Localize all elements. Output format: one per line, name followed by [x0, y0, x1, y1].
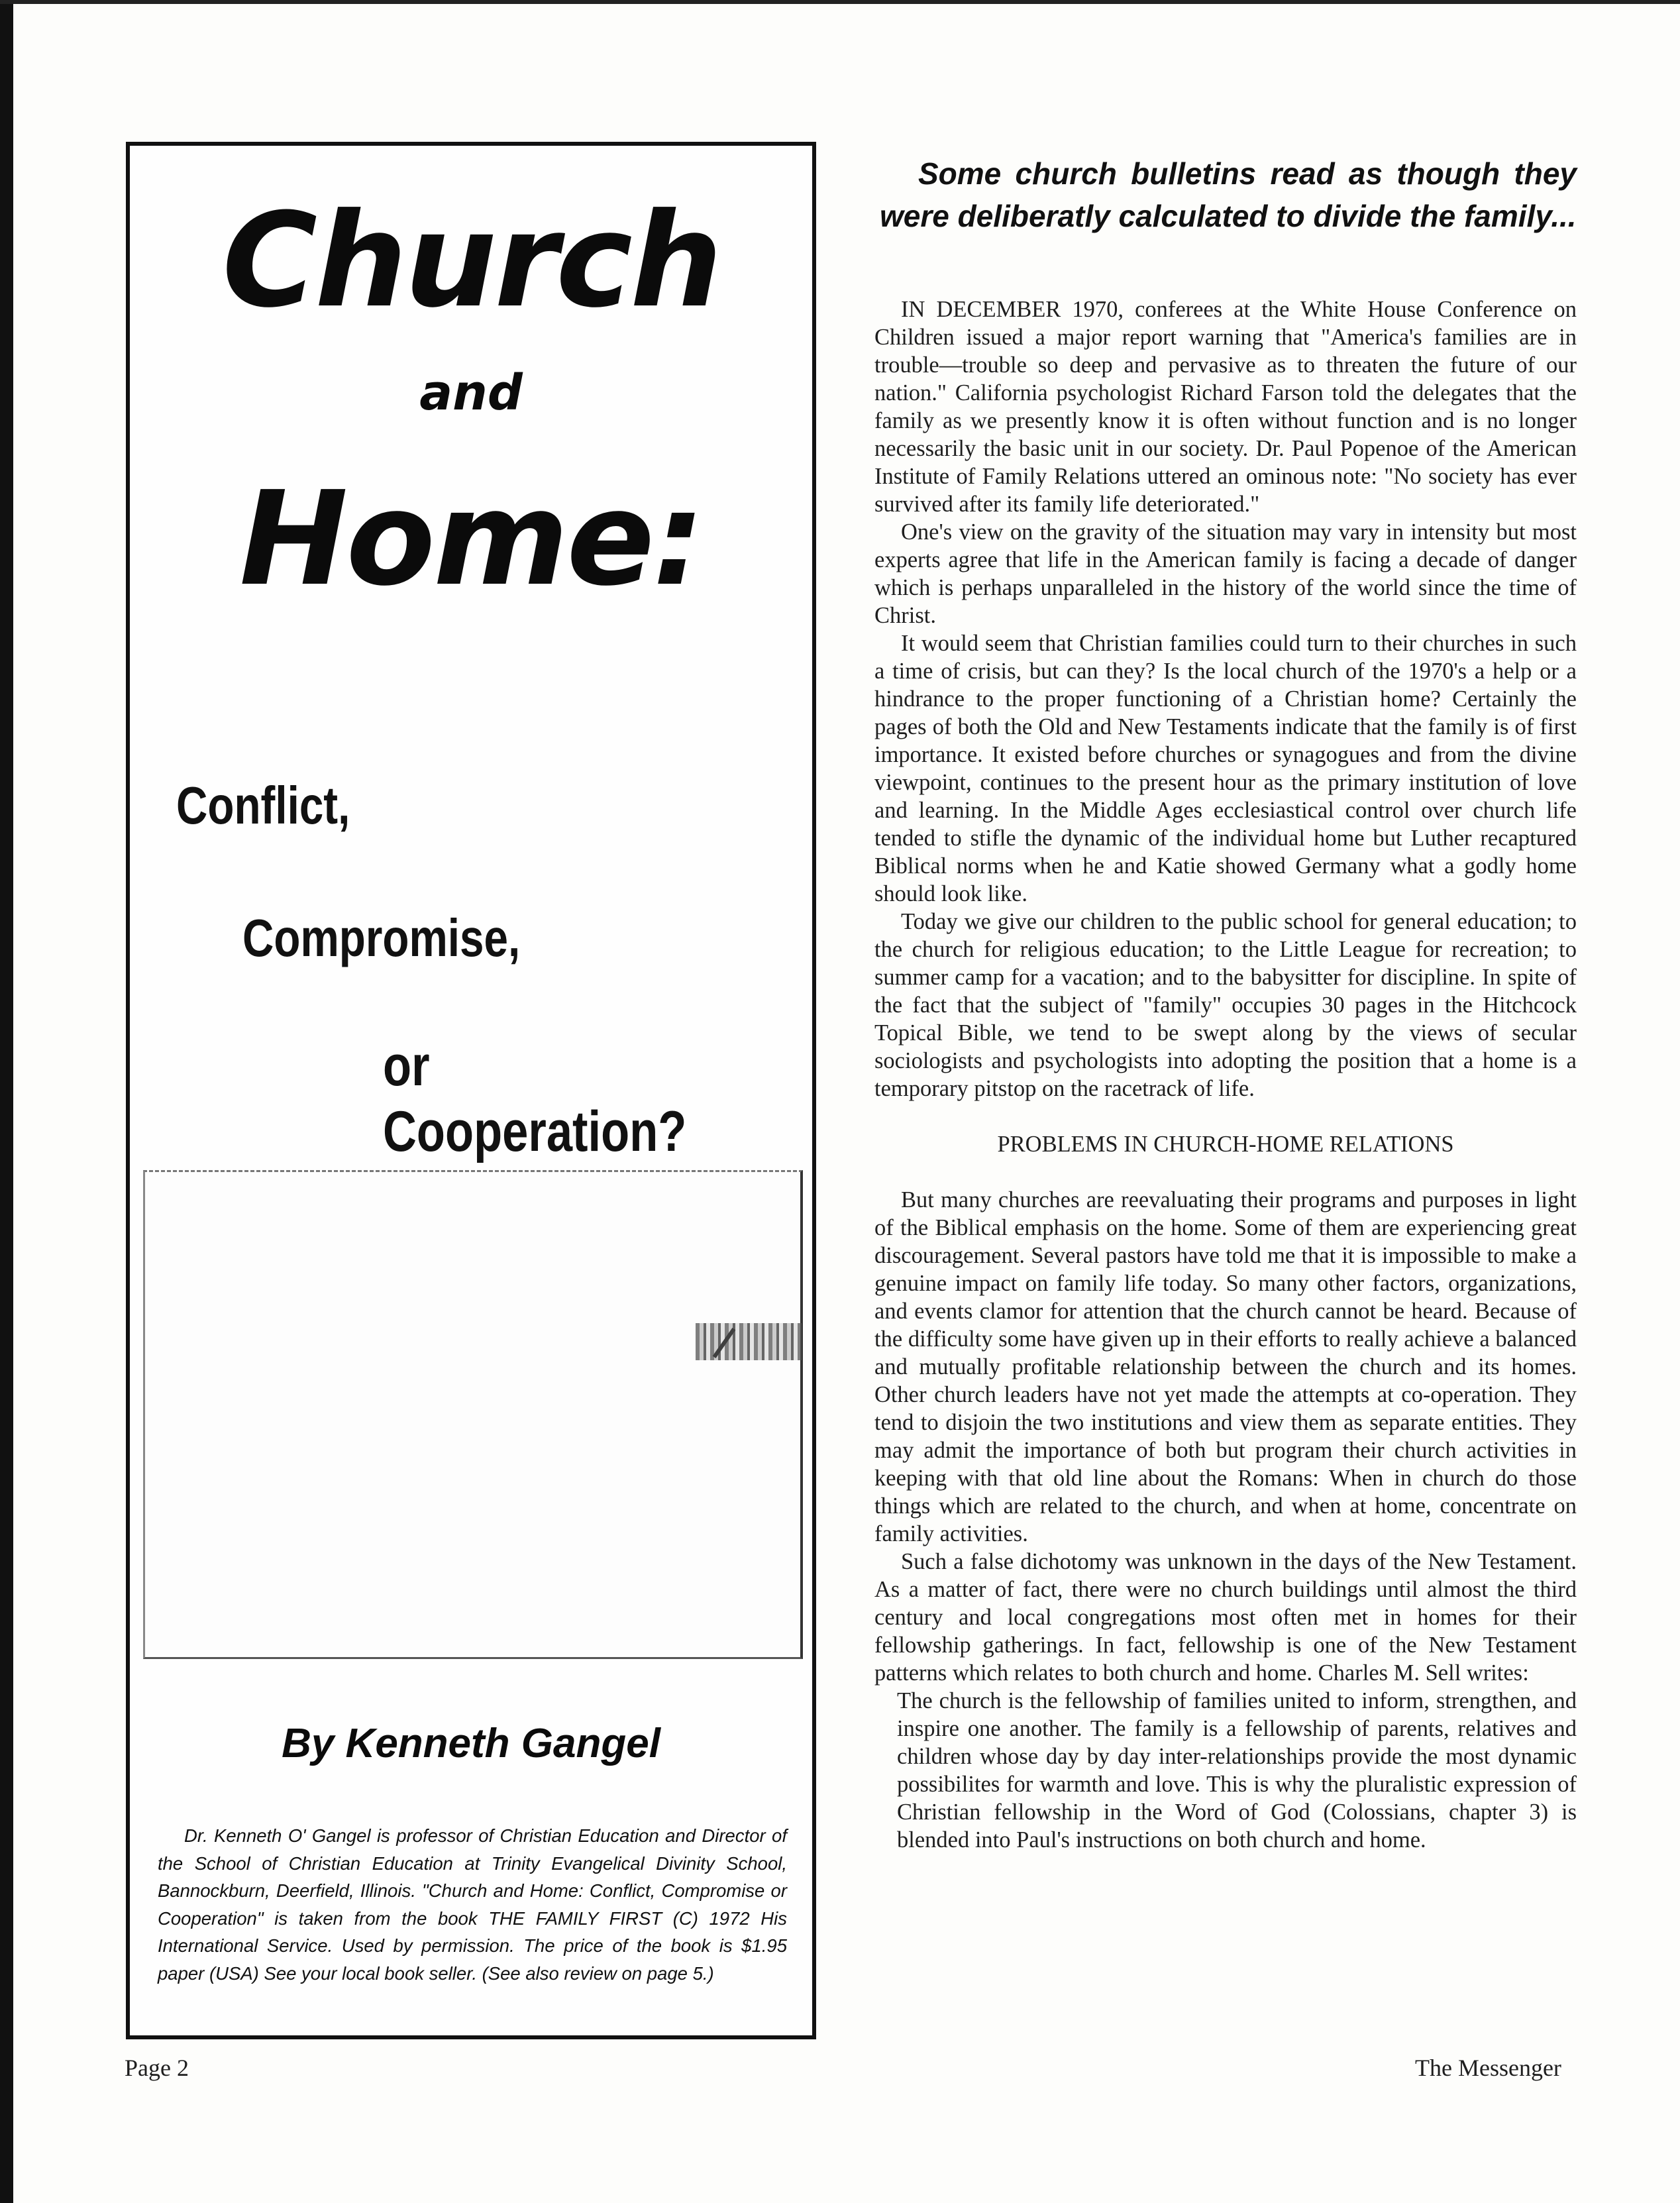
article-body — [874, 296, 1577, 1854]
scan-edge-top — [0, 0, 1680, 4]
scan-edge — [0, 0, 13, 2203]
article-column — [874, 152, 1577, 1854]
byline: By Kenneth Gangel — [282, 1721, 660, 1766]
page-number: Page 2 — [125, 2055, 189, 2081]
section-heading: PROBLEMS IN CHURCH-HOME RELATIONS — [997, 1132, 1454, 1157]
author-bio: Dr. Kenneth O' Gangel is professor of Christian Education and Director of the School of Christian Education at Trinity Evangelical Divinity School, Bannockburn, Deerfield, Illinois. "Church and Home: Conflict, Compromise or Cooperation" is taken from the book THE FAMILY FIRST (C) 1972 His International Service. Used by permission. The price of the book is $1.95 paper (USA) See your local book seller. (See also review on page 5.) — [158, 1825, 787, 1984]
paragraph: Today we give our children to the public school for general education; to the church for religious education; to the Little League for recreation; to summer camp for a vacation; and to the babysitter for discipline. In spite of the fact that the subject of "family" occupies 30 pages in the Hitchcock Topical Bible, we tend to be swept along by the views of secular sociologists and psychologists into adopting the position that a home is a temporary pitstop on the racetrack of life. — [874, 909, 1577, 1101]
photo-fragment-image — [696, 1323, 802, 1360]
paragraph: Such a false dichotomy was unknown in the days of the New Testament. As a matter of fact, there were no church buildings until almost the third century and local congregations most often met in homes for their fellowship gatherings. In fact, fellowship is one of the New Testament patterns which relates to both church and home. Charles M. Sell writes: — [874, 1549, 1577, 1686]
block-quote: The church is the fellowship of families united to inform, strengthen, and inspire one another. The family is a fellowship of parents, relatives and children whose day by day inter-relationships provide the most dynamic possibilites for warmth and love. This is why the pluralistic expression of Christian fellowship in the Word of God (Colossians, chapter 3) is blended into Paul's instructions on both church and home. — [897, 1688, 1577, 1853]
publication-name: The Messenger — [1415, 2055, 1561, 2081]
subtitle-conflict: Conflict, — [176, 776, 350, 835]
title-and: and — [419, 364, 523, 421]
paragraph: But many churches are reevaluating their programs and purposes in light of the Biblical emphasis on the home. Some of them are experiencing great discouragement. Several pastors have told me that it is impossible to make a genuine impact on family life today. So many other factors, organizations, and events clamor for attention that the church cannot be heard. Because of the difficulty some have given up in their efforts to really achieve a balanced and mutually profitable relationship between the church and its homes. Other church leaders have not yet made the attempts at co-operation. They tend to disjoin the two institutions and view them as separate entities. They may admit the importance of both but program their church activities in keeping with that old line about the Romans: When in church do those things which are related to the church, and when at home, concentrate on family activities. — [874, 1187, 1577, 1546]
title-church: Church — [222, 186, 720, 337]
title-home: Home: — [239, 464, 703, 615]
article-intro: Some church bulletins read as though they were deliberatly calculated to divide the family... — [880, 156, 1577, 233]
paragraph: It would seem that Christian families could turn to their churches in such a time of crisis, but can they? Is the local church of the 1970's a help or a hindrance to the proper functioning of a Christian home? Certainly the pages of both the Old and New Testaments indicate that the family is of first importance. It existed before churches or synagogues and from the divine viewpoint, continues to the present hour as the primary institution of love and learning. In the Middle Ages ecclesiastical control over church life tended to stifle the dynamic of the individual home but Luther recaptured Biblical norms when he and Katie showed Germany what a godly home should look like. — [874, 631, 1577, 906]
photo-placeholder — [143, 1170, 803, 1659]
paragraph: One's view on the gravity of the situation may vary in intensity but most experts agree that life in the American family is facing a decade of danger which is perhaps unparalleled in the history of the world since the time of Christ. — [874, 519, 1577, 628]
subtitle-compromise: Compromise, — [242, 908, 521, 967]
subtitle-cooperation: or Cooperation? — [383, 1034, 687, 1163]
title-panel — [126, 142, 816, 2039]
paragraph: IN DECEMBER 1970, conferees at the White House Conference on Children issued a major report warning that "America's families are in trouble—trouble so deep and pervasive as to threaten the future of our nation." California psychologist Richard Farson told the delegates that the family as we presently know it is often without function and is no longer necessarily the basic unit in our society. Dr. Paul Popenoe of the American Institute of Family Relations uttered an ominous note: "No society has ever survived after its family life deteriorated." — [874, 297, 1577, 517]
